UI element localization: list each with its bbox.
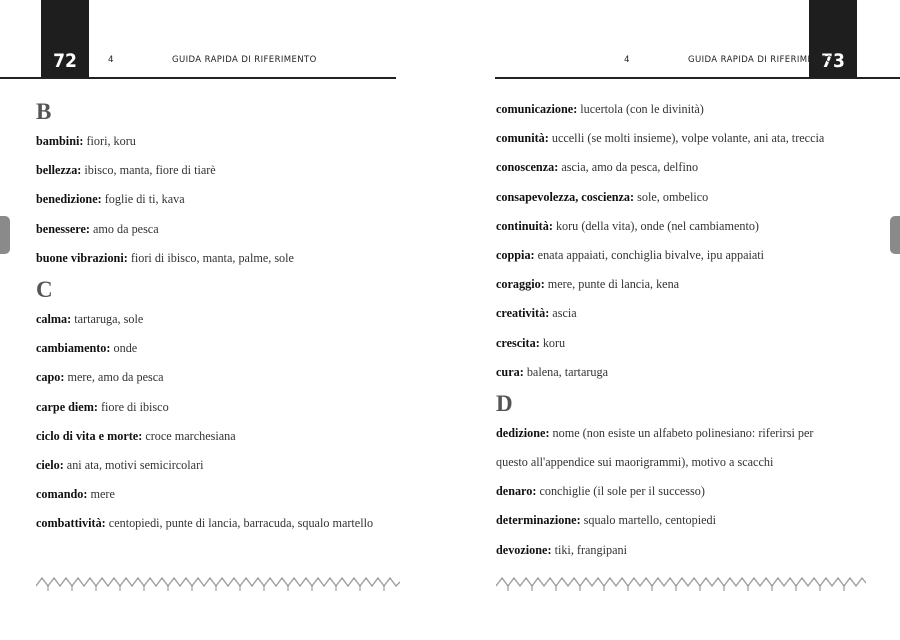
entry-term: cielo — [36, 457, 60, 472]
entry-definition: nome (non esiste un alfabeto polinesiano: riferirsi per — [549, 425, 814, 440]
entry-definition: tiki, frangipani — [551, 542, 627, 557]
entry-separator: : — [530, 247, 535, 262]
entry-term: dedizione — [496, 425, 546, 440]
entry-definition: sole, ombelico — [634, 189, 709, 204]
entry-term: bellezza — [36, 163, 78, 178]
glossary-entry — [496, 358, 876, 387]
entry-term: comunità — [496, 131, 545, 146]
entry-definition: fiore di ibisco — [97, 399, 169, 414]
glossary-entry — [36, 305, 406, 334]
glossary-entry — [36, 215, 406, 244]
glossary-entry — [496, 536, 876, 565]
zigzag-tribal-border-icon — [36, 574, 400, 592]
entry-separator: : — [547, 542, 552, 557]
glossary-entry-continuation — [496, 448, 876, 477]
section-letter: C — [36, 276, 53, 302]
glossary-entry — [36, 451, 406, 480]
entry-term: ciclo di vita e morte — [36, 428, 139, 443]
page-number-left: 72 — [41, 0, 89, 78]
entry-term: combattività — [36, 516, 102, 531]
entry-separator: : — [548, 218, 553, 233]
entry-separator: : — [573, 102, 578, 116]
glossary-entry — [496, 506, 876, 535]
entry-term: conoscenza — [496, 160, 555, 175]
entry-term: capo — [36, 370, 61, 385]
entry-definition: foglie di ti, kava — [101, 192, 185, 207]
entry-separator: : — [106, 341, 111, 356]
glossary-entry — [496, 299, 876, 328]
glossary-left — [36, 95, 406, 538]
entry-separator: : — [545, 306, 550, 321]
section-letter: B — [36, 99, 52, 124]
entry-term: benedizione — [36, 192, 98, 207]
glossary-entry — [36, 156, 406, 185]
entry-term: cambiamento — [36, 341, 107, 356]
entry-term: devozione — [496, 542, 548, 557]
entry-definition: fiori di ibisco, manta, palme, sole — [127, 250, 294, 265]
entry-term: crescita — [496, 335, 536, 350]
entry-separator: : — [540, 277, 545, 292]
entry-separator: : — [59, 457, 64, 472]
entry-separator: : — [544, 131, 549, 146]
entry-definition: ascia — [549, 306, 577, 321]
right-page — [450, 0, 900, 640]
glossary-entry — [496, 153, 876, 182]
glossary-entry — [496, 241, 876, 270]
entry-definition: lucertola (con le divinità) — [577, 102, 704, 116]
entry-definition: onde — [110, 341, 138, 356]
entry-separator: : — [77, 163, 82, 178]
glossary-entry — [36, 393, 406, 422]
glossary-entry — [36, 363, 406, 392]
entry-definition: amo da pesca — [89, 221, 159, 236]
glossary-entry — [496, 477, 876, 506]
glossary-entry — [496, 124, 876, 153]
entry-definition: ibisco, manta, fiore di tiarè — [81, 163, 216, 178]
glossary-entry — [496, 212, 876, 241]
glossary-right — [496, 95, 876, 565]
chapter-number-left: 4 — [108, 55, 114, 65]
entry-separator: : — [60, 370, 65, 385]
entry-term: cura — [496, 364, 520, 379]
entry-term: buone vibrazioni — [36, 250, 124, 265]
entry-term: creatività — [496, 306, 546, 321]
entry-separator: : — [630, 189, 635, 204]
glossary-entry — [496, 419, 876, 448]
entry-definition: tartaruga, sole — [71, 311, 144, 326]
entry-separator: : — [545, 425, 550, 440]
entry-separator: : — [79, 134, 84, 148]
glossary-entry — [36, 244, 406, 273]
entry-separator: : — [576, 513, 581, 528]
glossary-entry — [496, 329, 876, 358]
zigzag-tribal-border-icon — [496, 574, 866, 592]
entry-separator: : — [123, 250, 128, 265]
entry-separator: : — [97, 192, 102, 207]
entry-separator: : — [101, 516, 106, 531]
page-number-right: 73 — [809, 0, 857, 78]
entry-definition: conchiglie (il sole per il successo) — [536, 484, 705, 499]
entry-term: denaro — [496, 484, 533, 499]
header-rule-left — [0, 77, 396, 79]
running-header-left: GUIDA RAPIDA DI RIFERIMENTO — [172, 55, 317, 65]
glossary-entry — [496, 183, 876, 212]
entry-definition: questo all'appendice sui maorigrammi), motivo a scacchi — [496, 455, 774, 470]
entry-separator: : — [554, 160, 559, 175]
header-rule-right — [495, 77, 900, 79]
glossary-entry — [36, 509, 406, 538]
entry-term: consapevolezza, coscienza — [496, 189, 631, 204]
entry-term: coraggio — [496, 277, 541, 292]
glossary-entry — [36, 334, 406, 363]
entry-separator: : — [83, 487, 88, 502]
side-tab-left — [0, 216, 10, 254]
entry-separator: : — [535, 335, 540, 350]
glossary-entry — [496, 270, 876, 299]
entry-definition: fiori, koru — [83, 134, 136, 148]
entry-definition: ascia, amo da pesca, delfino — [558, 160, 699, 175]
entry-definition: squalo martello, centopiedi — [580, 513, 717, 528]
glossary-entry — [36, 480, 406, 509]
entry-separator: : — [138, 428, 143, 443]
entry-term: comunicazione — [496, 102, 574, 116]
entry-definition: ani ata, motivi semicircolari — [63, 457, 204, 472]
entry-separator: : — [85, 221, 90, 236]
glossary-entry — [36, 422, 406, 451]
entry-separator: : — [519, 364, 524, 379]
entry-separator: : — [93, 399, 98, 414]
entry-definition: enata appaiati, conchiglia bivalve, ipu appaiati — [534, 247, 765, 262]
entry-definition: croce marchesiana — [142, 428, 236, 443]
entry-separator: : — [532, 484, 537, 499]
entry-term: determinazione — [496, 513, 577, 528]
entry-definition: centopiedi, punte di lancia, barracuda, squalo martello — [105, 516, 374, 531]
chapter-number-right: 4 — [624, 55, 630, 65]
entry-term: bambini — [36, 134, 80, 148]
entry-term: benessere — [36, 221, 86, 236]
entry-definition: mere, punte di lancia, kena — [544, 277, 680, 292]
entry-definition: balena, tartaruga — [523, 364, 609, 379]
side-tab-right — [890, 216, 900, 254]
entry-term: carpe diem — [36, 399, 94, 414]
glossary-entry — [496, 95, 876, 124]
entry-term: comando — [36, 487, 84, 502]
entry-definition: koru (della vita), onde (nel cambiamento) — [552, 218, 759, 233]
entry-definition: mere, amo da pesca — [64, 370, 164, 385]
entry-term: coppia — [496, 247, 531, 262]
entry-separator: : — [67, 311, 72, 326]
section-letter: D — [496, 390, 513, 416]
running-header-right: GUIDA RAPIDA DI RIFERIMENTO — [688, 55, 833, 65]
entry-term: continuità — [496, 218, 549, 233]
glossary-entry — [36, 185, 406, 214]
entry-term: calma — [36, 311, 68, 326]
glossary-entry — [36, 127, 406, 156]
entry-definition: uccelli (se molti insieme), volpe volante, ani ata, treccia — [548, 131, 825, 146]
entry-definition: koru — [539, 335, 566, 350]
entry-definition: mere — [87, 487, 115, 502]
